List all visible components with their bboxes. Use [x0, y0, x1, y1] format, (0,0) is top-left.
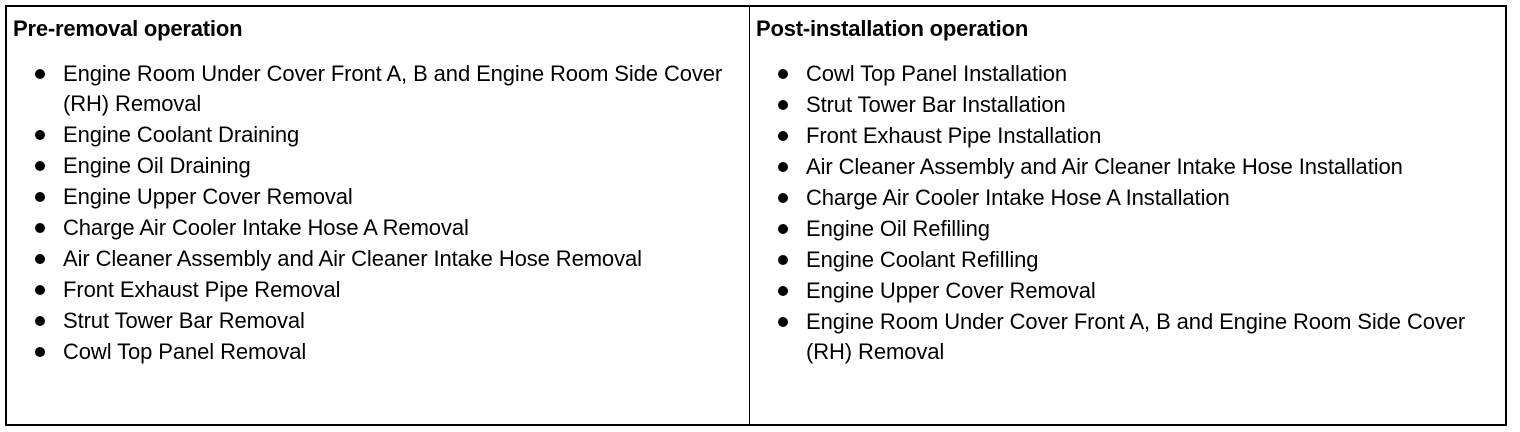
bullet-icon — [35, 192, 45, 202]
bullet-icon — [35, 69, 45, 79]
bullet-icon — [35, 347, 45, 357]
list-item: Cowl Top Panel Removal — [13, 336, 749, 367]
bullet-icon — [778, 255, 788, 265]
list-item: Engine Room Under Cover Front A, B and Engine Room Side Cover (RH) Removal — [13, 58, 749, 119]
pre-removal-column — [7, 7, 750, 424]
list-item: Charge Air Cooler Intake Hose A Installation — [756, 182, 1505, 213]
list-item: Engine Coolant Refilling — [756, 244, 1505, 275]
bullet-icon — [35, 161, 45, 171]
post-installation-heading: Post-installation operation — [756, 16, 1029, 41]
bullet-icon — [778, 286, 788, 296]
bullet-icon — [778, 131, 788, 141]
bullet-icon — [35, 223, 45, 233]
list-item: Air Cleaner Assembly and Air Cleaner Intake Hose Installation — [756, 151, 1505, 182]
procedure-table — [5, 5, 1507, 426]
list-item: Engine Oil Draining — [13, 150, 749, 181]
list-item: Strut Tower Bar Removal — [13, 305, 749, 336]
bullet-icon — [778, 69, 788, 79]
bullet-icon — [778, 317, 788, 327]
bullet-icon — [778, 224, 788, 234]
list-item: Engine Coolant Draining — [13, 119, 749, 150]
post-installation-column — [750, 7, 1505, 424]
bullet-icon — [35, 285, 45, 295]
list-item: Air Cleaner Assembly and Air Cleaner Intake Hose Removal — [13, 243, 749, 274]
pre-removal-heading: Pre-removal operation — [13, 16, 243, 41]
bullet-icon — [778, 100, 788, 110]
list-item: Engine Upper Cover Removal — [13, 181, 749, 212]
list-item: Charge Air Cooler Intake Hose A Removal — [13, 212, 749, 243]
bullet-icon — [778, 193, 788, 203]
list-item: Engine Room Under Cover Front A, B and Engine Room Side Cover (RH) Removal — [756, 306, 1505, 367]
pre-removal-list — [13, 58, 749, 367]
bullet-icon — [35, 254, 45, 264]
list-item: Cowl Top Panel Installation — [756, 58, 1505, 89]
list-item: Engine Upper Cover Removal — [756, 275, 1505, 306]
post-installation-list — [756, 58, 1505, 367]
list-item: Strut Tower Bar Installation — [756, 89, 1505, 120]
list-item: Front Exhaust Pipe Installation — [756, 120, 1505, 151]
bullet-icon — [35, 316, 45, 326]
list-item: Front Exhaust Pipe Removal — [13, 274, 749, 305]
bullet-icon — [35, 130, 45, 140]
bullet-icon — [778, 162, 788, 172]
list-item: Engine Oil Refilling — [756, 213, 1505, 244]
